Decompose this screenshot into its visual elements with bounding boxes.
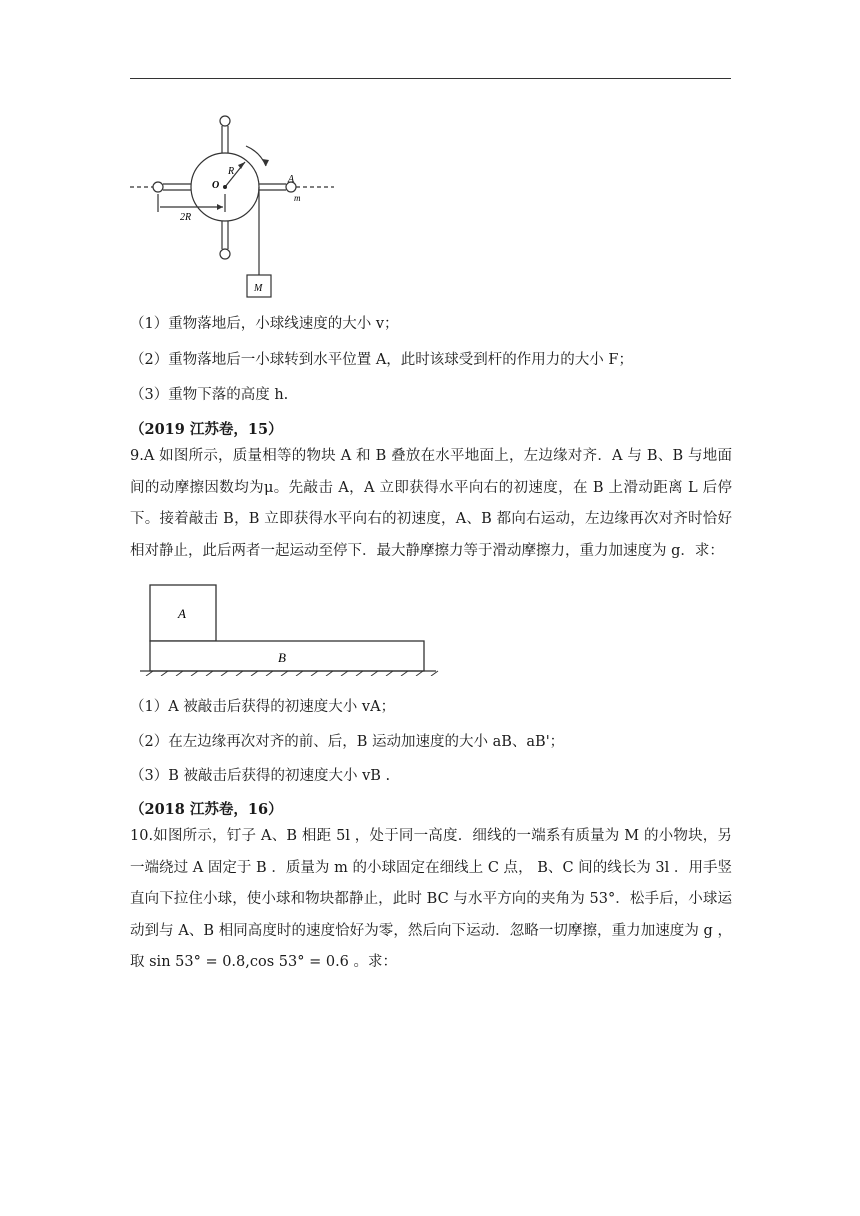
q9-item-1: （1）A 被敲击后获得的初速度大小 vA； [130,699,396,715]
ground-hatch [281,671,288,676]
ground-hatch [266,671,273,676]
label-m: m [294,193,301,203]
ground-hatch [146,671,153,676]
ground-hatch [191,671,198,676]
label-O: O [212,180,220,191]
label-R: R [228,166,235,177]
ground-hatch [371,671,378,676]
q8-item-2: （2）重物落地后一小球转到水平位置 A，此时该球受到杆的作用力的大小 F； [130,352,633,368]
ground-hatch [206,671,213,676]
q9-item-2: （2）在左边缘再次对齐的前、后，B 运动加速度的大小 aB、aB'； [130,734,565,750]
ground-hatch [341,671,348,676]
q10-source: （2018 江苏卷，16） [130,801,283,818]
figure-rotating-wheel [128,112,338,302]
ground-hatch [236,671,243,676]
q8-item-3: （3）重物下落的高度 h. [130,387,289,403]
q10-text: 10.如图所示，钉子 A、B 相距 5l ，处于同一高度．细线的一端系有质量为 M 的小物块，另一端绕过 A 固定于 B ．质量为 m 的小球固定在细线上 C 点， B、C 间的线长为 3l ．用手竖直向下拉住小球，使小球和物块都静止，此时 BC 与水平方向的夹角为 53°．松手后，小球运动到与 A、B 相同高度时的速度恰好为零，然后向下运动．忽略一切摩擦，重力加速度为 g ，取 sin 53° = 0.8,cos 53° = 0.6 。求： [130,828,732,970]
ground-hatch [416,671,423,676]
ground-hatch [401,671,408,676]
ground-hatch [296,671,303,676]
q9-item-3: （3）B 被敲击后获得的初速度大小 vB . [130,768,391,784]
q9-text: 9.A 如图所示，质量相等的物块 A 和 B 叠放在水平地面上，左边缘对齐．A 与 B、B 与地面间的动摩擦因数均为μ。先敲击 A，A 立即获得水平向右的初速度，在 B 上滑动距离 L 后停下。接着敲击 B，B 立即获得水平向右的初速度，A、B 都向右运动，左边缘再次对齐时恰好相对静止，此后两者一起运动至停下．最大静摩擦力等于滑动摩擦力，重力加速度为 g．求： [130,448,732,559]
label-M: M [254,283,263,294]
ground-hatch [161,671,168,676]
ground-hatch [251,671,258,676]
figure-stacked-blocks [140,582,442,676]
ground-hatch [356,671,363,676]
label-A: A [288,174,295,185]
block-B-label: B [278,650,286,665]
ground-hatch [176,671,183,676]
label-2R: 2R [180,212,192,223]
ground-hatch [431,671,438,676]
ground-hatch [311,671,318,676]
ground-hatch [326,671,333,676]
header-rule [130,78,731,79]
ground-hatch [221,671,228,676]
q9-source: （2019 江苏卷，15） [130,421,283,438]
ground-hatch [386,671,393,676]
block-A-label: A [178,606,186,621]
q8-item-1: （1）重物落地后，小球线速度的大小 v； [130,316,399,332]
